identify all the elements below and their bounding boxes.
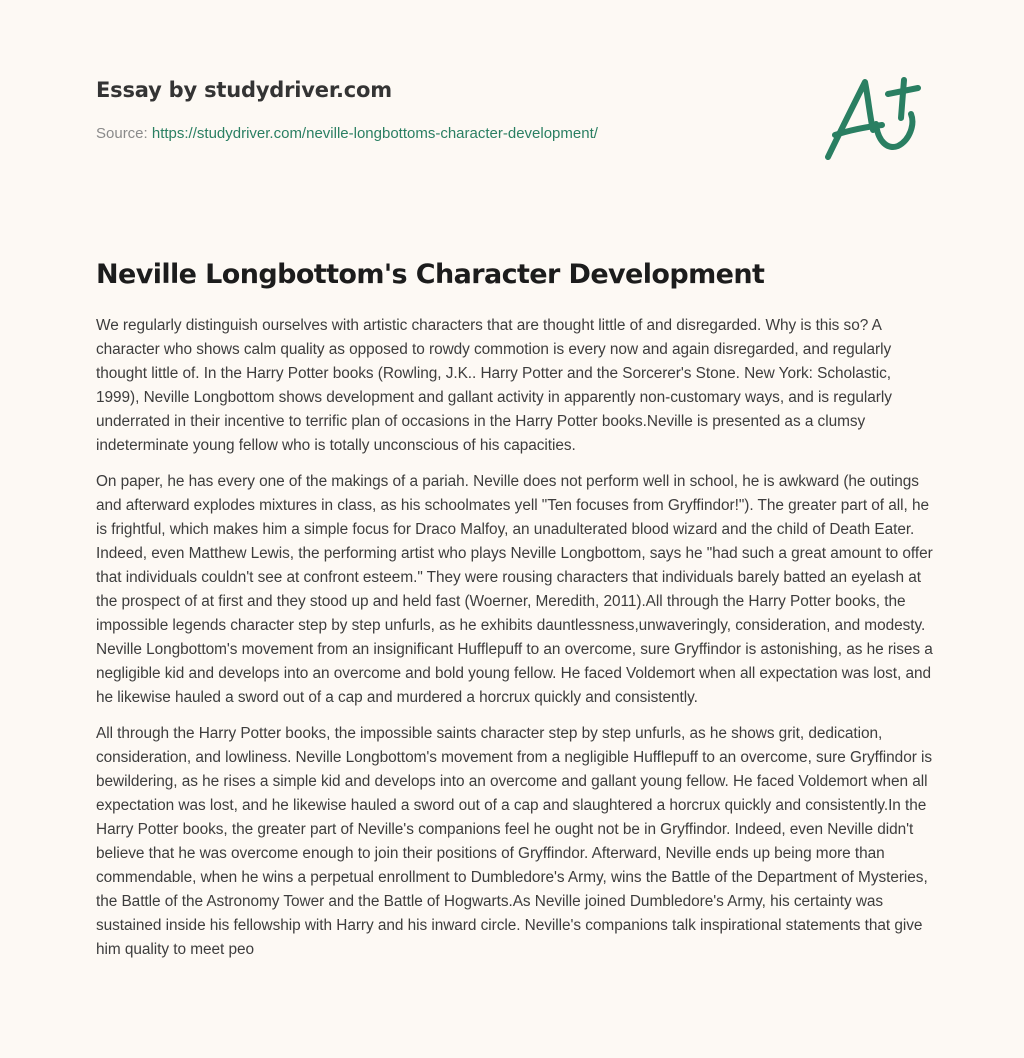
source-line bbox=[96, 124, 796, 144]
source-link[interactable]: https://studydriver.com/neville-longbottoms-character-development/ bbox=[151, 125, 598, 142]
essay-body bbox=[96, 314, 938, 974]
site-brand: Essay by studydriver.com bbox=[96, 78, 392, 102]
essay-paragraph: We regularly distinguish ourselves with artistic characters that are thought little of and disregarded. Why is this so? A character who shows calm quality as opposed to rowdy commotion is every now and again disregarded, and regularly thought little of. In the Harry Potter books (Rowling, J.K.. Harry Potter and the Sorcerer's Stone. New York: Scholastic, 1999), Neville Longbottom shows development and gallant activity in apparently non-customary ways, and is regularly underrated in their incentive to terrific plan of occasions in the Harry Potter books.Neville is presented as a clumsy indeterminate young fellow who is totally unconscious of his capacities. bbox=[96, 317, 892, 454]
page-header bbox=[96, 76, 796, 144]
essay-paragraph: All through the Harry Potter books, the impossible saints character step by step unfurls, as he shows grit, dedication, consideration, and lowliness. Neville Longbottom's movement from a negligible Hufflepuff to an overcome, sure Gryffindor is bewildering, as he rises a simple kid and develops into an overcome and gallant young fellow. He faced Voldemort when all expectation was lost, and he likewise hauled a sword out of a cap and slaughtered a horcrux quickly and consistently.In the Harry Potter books, the greater part of Neville's companions feel he ought not be in Gryffindor. Indeed, even Neville didn't believe that he was overcome enough to join their positions of Gryffindor. Afterward, Neville ends up being more than commendable, when he wins a perpetual enrollment to Dumbledore's Army, wins the Battle of the Department of Mysteries, the Battle of the Astronomy Tower and the Battle of Hogwarts.As Neville joined Dumbledore's Army, his certainty was sustained inside his fellowship with Harry and his inward circle. Neville's companions talk inspirational statements that give him quality to meet peo bbox=[96, 725, 933, 958]
source-label: Source: bbox=[96, 125, 152, 142]
essay-paragraph: On paper, he has every one of the makings of a pariah. Neville does not perform well in school, he is awkward (he outings and afterward explodes mixtures in class, as his schoolmates yell "Ten focuses from Gryffindor!"). The greater part of all, he is frightful, which makes him a simple focus for Draco Malfoy, an unadulterated blood wizard and the child of Death Eater. Indeed, even Matthew Lewis, the performing artist who plays Neville Longbottom, says he "had such a great amount to offer that individuals couldn't see at confront esteem." They were rousing characters that individuals barely batted an eyelash at the prospect of at first and they stood up and held fast (Woerner, Meredith, 2011).All through the Harry Potter books, the impossible legends character step by step unfurls, as he exhibits dauntlessness,unwaveringly, consideration, and modesty. Neville Longbottom's movement from an insignificant Hufflepuff to an overcome, sure Gryffindor is astonishing, as he rises a negligible kid and develops into an overcome and bold young fellow. He faced Voldemort when all expectation was lost, and he likewise hauled a sword out of a cap and murdered a horcrux quickly and consistently. bbox=[96, 473, 933, 706]
a-plus-grade-icon bbox=[818, 62, 938, 172]
essay-title: Neville Longbottom's Character Development bbox=[96, 259, 765, 290]
